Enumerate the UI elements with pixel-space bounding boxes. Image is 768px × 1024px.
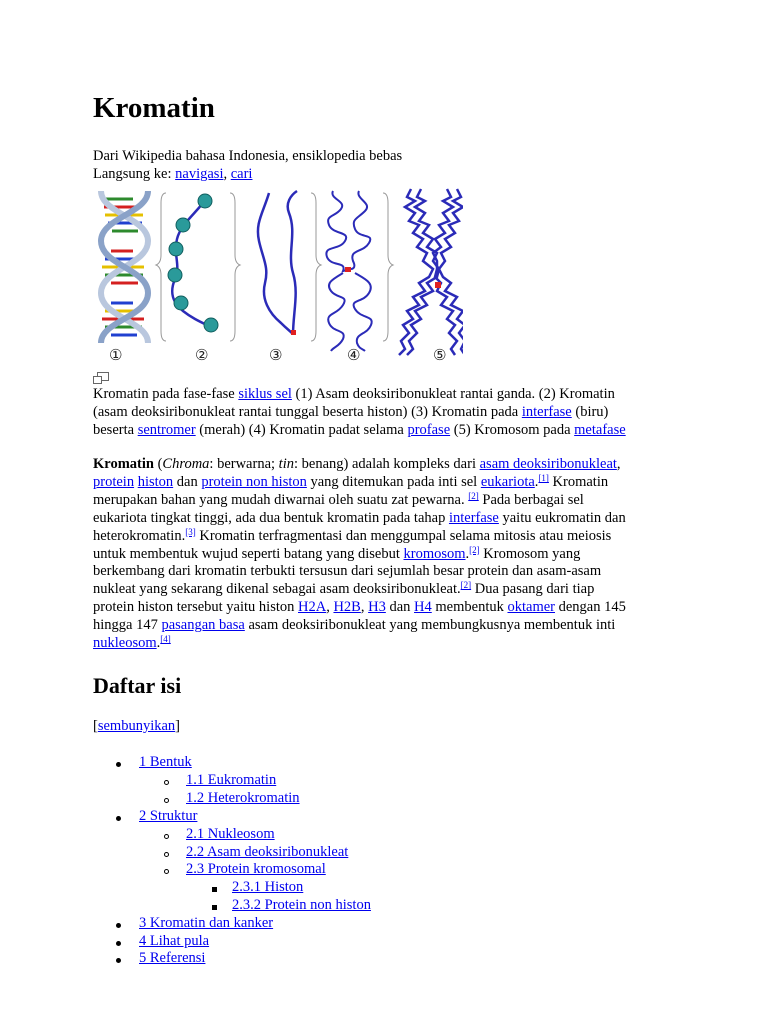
circle-bullet-icon (164, 798, 169, 803)
text: berkembang dari kromatin terbukti tersusun dari sejumlah besar protein dan asam-asam (93, 563, 602, 580)
figure-caption (93, 385, 693, 439)
reference-link[interactable]: [2] (460, 580, 472, 591)
link-h3[interactable]: H3 (368, 599, 386, 616)
text: : benang) adalah kompleks dari (293, 456, 480, 472)
bracket: [ (93, 718, 98, 734)
link-histon[interactable]: histon (137, 473, 174, 490)
text: , (326, 599, 334, 616)
toc-item-2-2[interactable]: 2.2 Asam deoksiribonukleat (186, 844, 349, 860)
enlarge-icon[interactable] (93, 372, 109, 384)
caption-text: (asam deoksiribonukleat rantai tunggal beserta histon) (3) Kromatin pada (93, 404, 522, 420)
link-eukariota[interactable]: eukariota (480, 473, 535, 490)
text: dan (385, 599, 415, 616)
chromatin-stages-figure[interactable] (93, 183, 463, 365)
link-interfase[interactable]: interfase (521, 404, 572, 420)
toc-item-2-1[interactable]: 2.1 Nukleosom (186, 826, 275, 842)
text: eukariota tingkat tinggi, ada dua bentuk kromatin pada tahap (93, 509, 449, 526)
toc-item-1-1[interactable]: 1.1 Eukromatin (186, 772, 277, 788)
bullet-icon (116, 923, 121, 928)
toc-item-2-3-1[interactable]: 2.3.1 Histon (232, 879, 304, 895)
jump-search-link[interactable]: cari (230, 166, 253, 182)
text: . (156, 635, 161, 652)
text: Pada berbagai sel (478, 491, 584, 508)
text: Dua pasang dari tiap (471, 581, 595, 598)
text: merupakan bahan yang mudah diwarnai oleh suatu zat pewarna. (93, 491, 469, 508)
stage-label-3: ③ (269, 346, 283, 364)
link-siklus-sel[interactable]: siklus sel (238, 386, 292, 402)
toc-item-2-3[interactable]: 2.3 Protein kromosomal (186, 861, 326, 877)
text: dan (173, 473, 202, 490)
caption-text: (1) Asam deoksiribonukleat rantai ganda. (2) Kromatin (291, 386, 615, 402)
caption-text: (5) Kromosom pada (450, 422, 575, 438)
caption-text: beserta (93, 422, 138, 438)
link-protein-non-histon[interactable]: protein non histon (201, 473, 307, 490)
text: yang ditemukan pada inti sel (306, 473, 481, 490)
text: Kromosom yang (479, 545, 581, 562)
reference-link[interactable]: [2] (469, 544, 480, 555)
text: , (616, 456, 621, 472)
text: ( (153, 456, 163, 472)
link-pasangan-basa[interactable]: pasangan basa (161, 617, 245, 634)
metaphase-chromosome-illustration (399, 189, 463, 355)
text: membentuk (431, 599, 508, 616)
text: : berwarna; (209, 456, 279, 472)
link-h4[interactable]: H4 (414, 599, 432, 616)
reference-link[interactable]: [1] (538, 472, 549, 483)
site-tagline: Dari Wikipedia bahasa Indonesia, ensiklopedia bebas (93, 148, 403, 164)
dna-double-helix-illustration (101, 191, 148, 343)
toc-heading: Daftar isi (93, 673, 182, 698)
text: Kromatin terfragmentasi dan menggumpal selama mitosis atau meiosis (195, 527, 612, 544)
link-kromosom[interactable]: kromosom (403, 545, 466, 562)
page-title: Kromatin (93, 92, 215, 124)
toc-hide-link[interactable]: sembunyikan (97, 718, 176, 734)
reference-link[interactable]: [3] (185, 526, 196, 537)
toc-item-3[interactable]: 3 Kromatin dan kanker (139, 915, 274, 931)
text: Kromatin (548, 473, 609, 490)
link-asam-deoksiribonukleat[interactable]: asam deoksiribonukleat (479, 456, 617, 472)
caption-text: (biru) (571, 404, 609, 420)
jump-links (93, 165, 252, 183)
bullet-icon (116, 958, 121, 963)
square-bullet-icon (212, 905, 217, 910)
centromere-mark (435, 282, 441, 288)
stage-label-4: ④ (347, 346, 361, 364)
toc-item-2-3-2[interactable]: 2.3.2 Protein non histon (232, 897, 371, 913)
link-h2b[interactable]: H2B (333, 599, 361, 616)
link-protein[interactable]: protein (93, 473, 135, 490)
text: asam deoksiribonukleat yang membungkusnya membentuk inti (244, 617, 616, 634)
stage-label-1: ① (109, 346, 123, 364)
toc-item-1[interactable]: 1 Bentuk (139, 754, 192, 770)
link-h2a[interactable]: H2A (298, 599, 327, 616)
circle-bullet-icon (164, 869, 169, 874)
reference-link[interactable]: [2] (468, 490, 479, 501)
text: nukleat yang sekarang dikenal sebagai asam deoksiribonukleat. (93, 581, 461, 598)
intro-paragraph (93, 456, 683, 653)
text: , (360, 599, 369, 616)
term-bold: Kromatin (93, 456, 154, 472)
bullet-icon (116, 816, 121, 821)
text: hingga 147 (93, 617, 162, 634)
term-italic: tin (278, 456, 294, 472)
bullet-icon (116, 941, 121, 946)
nucleosome-beads-illustration (156, 193, 240, 341)
jump-prefix: Langsung ke: (93, 166, 176, 182)
jump-separator: , (223, 166, 231, 182)
circle-bullet-icon (164, 852, 169, 857)
text: dengan 145 (555, 599, 626, 616)
text: protein histon tersebut yaitu histon (93, 599, 298, 616)
stage-label-2: ② (195, 346, 209, 364)
stage-label-5: ⑤ (433, 346, 447, 364)
toc-item-1-2[interactable]: 1.2 Heterokromatin (186, 790, 300, 806)
toc-item-5[interactable]: 5 Referensi (139, 950, 206, 966)
interphase-fiber-illustration (258, 191, 321, 341)
bracket: ] (175, 718, 181, 734)
link-profase[interactable]: profase (407, 422, 451, 438)
condensed-chromatin-illustration (326, 191, 393, 351)
toc-item-2[interactable]: 2 Struktur (139, 808, 198, 824)
link-oktamer[interactable]: oktamer (507, 599, 555, 616)
circle-bullet-icon (164, 780, 169, 785)
text: untuk membentuk wujud seperti batang yang disebut (93, 545, 404, 562)
circle-bullet-icon (164, 834, 169, 839)
link-sentromer[interactable]: sentromer (137, 422, 196, 438)
text: . (465, 545, 470, 562)
reference-link[interactable]: [4] (160, 634, 171, 645)
toc-item-4[interactable]: 4 Lihat pula (139, 933, 210, 949)
bullet-icon (116, 762, 121, 767)
square-bullet-icon (212, 887, 217, 892)
link-nukleosom[interactable]: nukleosom (93, 635, 157, 652)
jump-navigation-link[interactable]: navigasi (175, 166, 224, 182)
link-metafase[interactable]: metafase (574, 422, 626, 438)
text: yaitu eukromatin dan (498, 509, 626, 526)
link-interfase-2[interactable]: interfase (448, 509, 499, 526)
text: . (534, 473, 539, 490)
term-italic: Chroma (162, 456, 210, 472)
toc-toggle (93, 717, 180, 735)
caption-text: Kromatin pada fase-fase (93, 386, 239, 402)
text: heterokromatin. (93, 527, 186, 544)
caption-text: (merah) (4) Kromatin padat selama (195, 422, 408, 438)
